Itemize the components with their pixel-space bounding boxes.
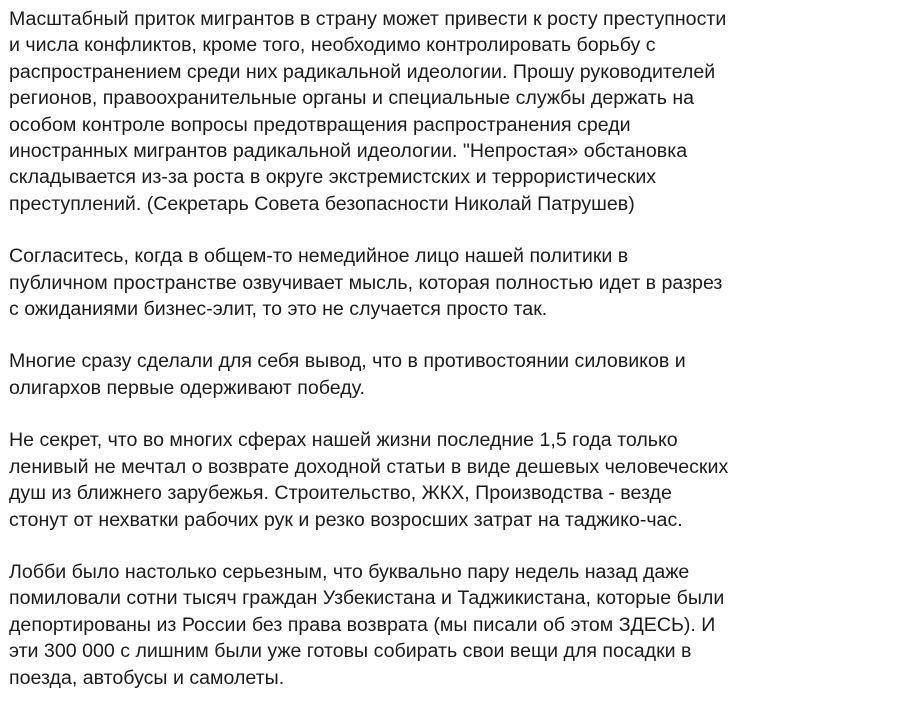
- text-line: и числа конфликтов, кроме того, необходимо контролировать борьбу с: [9, 34, 656, 57]
- text-line: с ожиданиями бизнес-элит, то это не случается просто так.: [9, 298, 548, 321]
- paragraph-patrushev-quote: [9, 6, 893, 217]
- text-line: ленивый не мечтал о возврате доходной статьи в виде дешевых человеческих: [9, 455, 729, 478]
- text-line: Многие сразу сделали для себя вывод, что в противостоянии силовиков и: [9, 350, 686, 373]
- text-line: поезда, автобусы и самолеты.: [9, 666, 285, 689]
- text-line: депортированы из России без права возврата (мы писали об этом ЗДЕСЬ). И: [9, 613, 716, 636]
- text-line: преступлений. (Секретарь Совета безопасности Николай Патрушев): [9, 192, 635, 215]
- text-line: олигархов первые одерживают победу.: [9, 376, 365, 399]
- text-line: Лобби было настолько серьезным, что буквально пару недель назад даже: [9, 560, 690, 583]
- text-line: регионов, правоохранительные органы и специальные службы держать на: [9, 87, 695, 110]
- paragraph-conclusion: [9, 348, 893, 401]
- text-line: Согласитесь, когда в общем-то немедийное лицо нашей политики в: [9, 245, 629, 268]
- text-line: помиловали сотни тысяч граждан Узбекистана и Таджикистана, которые были: [9, 587, 725, 610]
- paragraph-labor-shortage: [9, 427, 893, 533]
- paragraph-public-statement: [9, 243, 893, 322]
- text-line: Масштабный приток мигрантов в страну может привести к росту преступности: [9, 8, 727, 30]
- text-line: душ из ближнего зарубежья. Строительство, ЖКХ, Производства - везде: [9, 482, 672, 505]
- text-line: иностранных мигрантов радикальной идеологии. "Непростая» обстановка: [9, 140, 688, 163]
- paragraph-lobby: [9, 559, 893, 691]
- text-line: особом контроле вопросы предотвращения распространения среди: [9, 113, 631, 136]
- text-line: стонут от нехватки рабочих рук и резко возросших затрат на таджико-час.: [9, 508, 683, 531]
- text-line: эти 300 000 с лишним были уже готовы собирать свои вещи для посадки в: [9, 640, 692, 663]
- text-line: складывается из-за роста в округе экстремистских и террористических: [9, 166, 657, 189]
- text-line: распространением среди них радикальной идеологии. Прошу руководителей: [9, 60, 716, 83]
- text-line: публичном пространстве озвучивает мысль, которая полностью идет в разрез: [9, 271, 723, 294]
- text-line: Не секрет, что во многих сферах нашей жизни последние 1,5 года только: [9, 429, 678, 452]
